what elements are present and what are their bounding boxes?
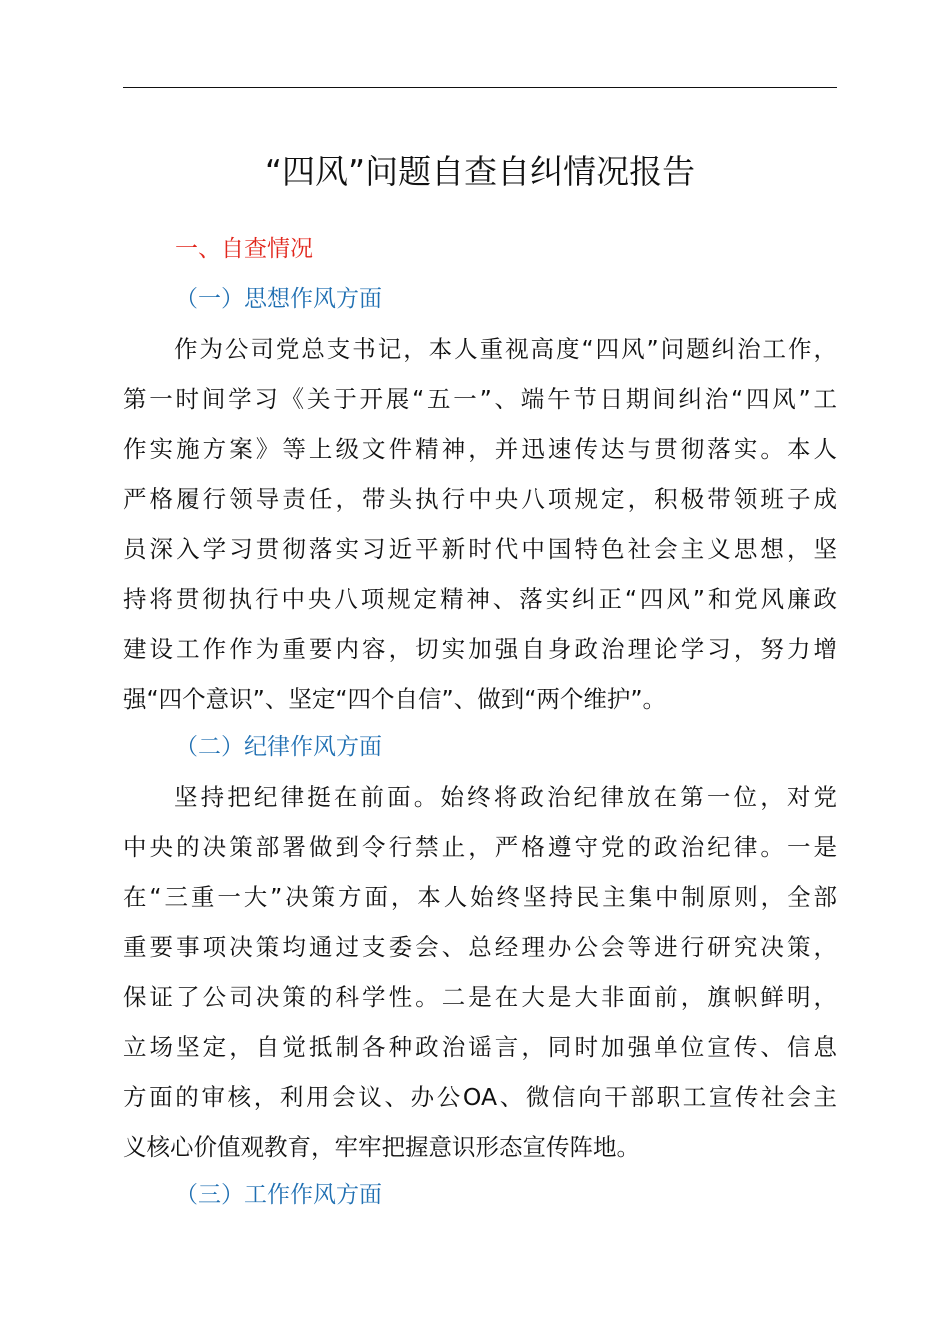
paragraph-line: 作为公司党总支书记，本人重视高度“四风”问题纠治工作，	[174, 335, 837, 363]
subsection-heading-2: （二）纪律作风方面	[175, 734, 382, 760]
paragraph-line: 立场坚定，自觉抵制各种政治谣言，同时加强单位宣传、信息	[123, 1033, 837, 1061]
subsection-heading-3: （三）工作作风方面	[175, 1182, 382, 1208]
paragraph-line: 作实施方案》等上级文件精神，并迅速传达与贯彻落实。本人	[123, 435, 837, 463]
paragraph-discipline-style	[123, 772, 837, 1172]
paragraph-line: 严格履行领导责任，带头执行中央八项规定，积极带领班子成	[123, 485, 837, 513]
paragraph-ideological-style	[123, 324, 837, 724]
section-heading: 一、自查情况	[175, 236, 313, 262]
paragraph-line: 员深入学习贯彻落实习近平新时代中国特色社会主义思想，坚	[123, 535, 837, 563]
paragraph-line: 中央的决策部署做到令行禁止，严格遵守党的政治纪律。一是	[123, 833, 837, 861]
paragraph-line: 方面的审核，利用会议、办公OA、微信向干部职工宣传社会主	[123, 1083, 837, 1111]
document-title: “四风”问题自查自纠情况报告	[264, 152, 696, 191]
paragraph-line: 义核心价值观教育，牢牢把握意识形态宣传阵地。	[123, 1133, 640, 1161]
paragraph-line: 在“三重一大”决策方面，本人始终坚持民主集中制原则，全部	[123, 883, 837, 911]
paragraph-line: 重要事项决策均通过支委会、总经理办公会等进行研究决策，	[123, 933, 837, 961]
subsection-heading-1: （一）思想作风方面	[175, 286, 382, 312]
paragraph-line: 保证了公司决策的科学性。二是在大是大非面前，旗帜鲜明，	[123, 983, 837, 1011]
paragraph-line: 持将贯彻执行中央八项规定精神、落实纠正“四风”和党风廉政	[123, 585, 837, 613]
paragraph-line: 第一时间学习《关于开展“五一”、端午节日期间纠治“四风”工	[123, 385, 837, 413]
paragraph-line: 坚持把纪律挺在前面。始终将政治纪律放在第一位，对党	[174, 783, 837, 811]
header-rule	[123, 87, 837, 88]
paragraph-line: 建设工作作为重要内容，切实加强自身政治理论学习，努力增	[123, 635, 837, 663]
paragraph-line: 强“四个意识”、坚定“四个自信”、做到“两个维护”。	[123, 685, 667, 713]
